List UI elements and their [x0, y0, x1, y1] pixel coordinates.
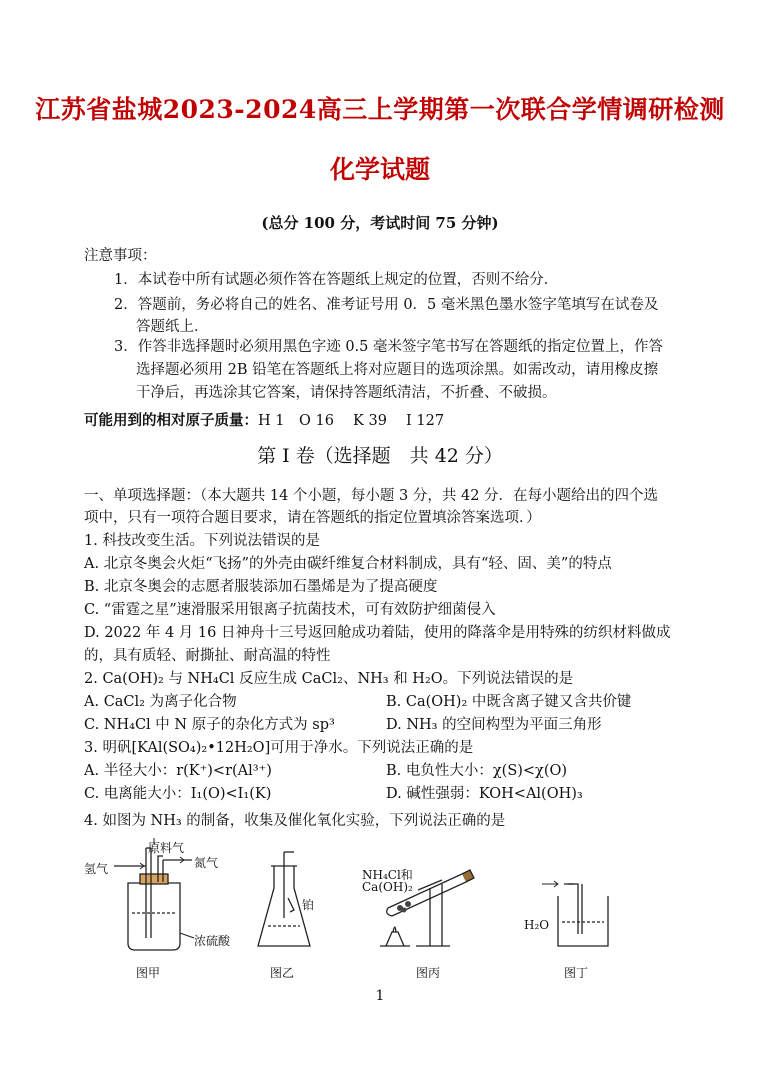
section-title: 第 I 卷（选择题 共 42 分）: [257, 445, 503, 467]
heating-apparatus-diagram: [358, 838, 498, 958]
q3-option-b: B. 电负性大小：χ(S)<χ(O): [386, 763, 568, 779]
figure-yi: [254, 838, 334, 980]
exam-meta: (总分 100 分，考试时间 75 分钟): [261, 214, 499, 232]
note-3b: 选择题必须用 2B 铅笔在答题纸上将对应题目的选项涂黑。如需改动，请用橡皮擦: [136, 362, 659, 378]
q2-option-a: A. CaCl₂ 为离子化合物: [84, 694, 237, 710]
atomic-mass-label: 可能用到的相对原子质量：: [84, 412, 258, 429]
q2-option-b: B. Ca(OH)₂ 中既含离子键又含共价键: [386, 694, 632, 710]
q2-option-d: D. NH₃ 的空间构型为平面三角形: [386, 717, 602, 733]
figure-jia-label-h2: 氢气: [84, 862, 109, 876]
figure-jia-label-feed: 原料气: [148, 841, 185, 855]
q2-stem: 2. Ca(OH)₂ 与 NH₄Cl 反应生成 CaCl₂、NH₃ 和 H₂O。下列说法错误的是: [84, 671, 574, 687]
q3-stem: 3. 明矾[KAl(SO₄)₂•12H₂O]可用于净水。下列说法正确的是: [84, 740, 474, 756]
page-number: 1: [375, 988, 385, 1004]
figure-bing: [358, 838, 498, 980]
note-2a: 2．答题前，务必将自己的姓名、准考证号用 0．5 毫米黑色墨水签字笔填写在试卷及: [114, 297, 659, 313]
exam-subtitle: 化学试题: [329, 155, 430, 184]
atomic-mass-values: H 1 O 16 K 39 I 127: [258, 413, 445, 429]
figure-bing-label-reagent2: Ca(OH)₂: [362, 880, 413, 894]
figure-yi-caption: 图乙: [270, 966, 295, 980]
q1-option-d1: D. 2022 年 4 月 16 日神舟十三号返回舱成功着陆，使用的降落伞是用特殊的纺织材料做成: [84, 625, 671, 641]
q1-option-b: B. 北京冬奥会的志愿者服装添加石墨烯是为了提高硬度: [84, 579, 438, 595]
q4-stem: 4. 如图为 NH₃ 的制备，收集及催化氧化实验，下列说法正确的是: [84, 813, 506, 829]
atomic-mass-line: [84, 412, 444, 430]
note-1: 1．本试卷中所有试题必须作答在答题纸上规定的位置，否则不给分．: [114, 272, 559, 288]
figure-ding-caption: 图丁: [564, 966, 589, 980]
figure-ding-label-water: H₂O: [524, 918, 550, 932]
q3-option-a: A. 半径大小：r(K⁺)<r(Al³⁺): [84, 763, 272, 779]
q1-option-a: A. 北京冬奥会火炬“飞扬”的外壳由碳纤维复合材料制成，具有“轻、固、美”的特点: [84, 556, 612, 572]
beaker-diagram: [524, 838, 624, 958]
q1-stem: 1. 科技改变生活。下列说法错误的是: [84, 533, 320, 549]
q2-option-c: C. NH₄Cl 中 N 原子的杂化方式为 sp³: [84, 717, 335, 733]
section-instructions-b: 项中，只有一项符合题目要求，请在答题纸的指定位置填涂答案选项．）: [84, 510, 541, 526]
q3-option-d: D. 碱性强弱：KOH<Al(OH)₃: [386, 786, 583, 802]
figure-jia-caption: 图甲: [136, 966, 161, 980]
figure-bing-caption: 图丙: [416, 966, 441, 980]
q1-option-d2: 的，具有质轻、耐撕扯、耐高温的特性: [84, 648, 331, 664]
figure-jia-label-n2: 氮气: [194, 856, 219, 870]
figure-jia-label-acid: 浓硫酸: [194, 934, 231, 948]
section-instructions-a: 一、单项选择题：（本大题共 14 个小题，每小题 3 分，共 42 分．在每小题给出的四个选: [84, 488, 659, 504]
note-3c: 干净后，再选涂其它答案，请保持答题纸清洁，不折叠、不破损。: [136, 385, 557, 401]
note-2b: 答题纸上．: [136, 319, 209, 335]
conical-flask-diagram: [254, 838, 334, 958]
exam-title: 江苏省盐城2023-2024高三上学期第一次联合学情调研检测: [35, 95, 725, 124]
figure-ding: [524, 838, 624, 980]
figure-jia: [84, 838, 234, 978]
figure-bing-label-reagent1: NH₄Cl和: [362, 868, 413, 882]
q3-option-c: C. 电离能大小：I₁(O)<I₁(K): [84, 786, 272, 802]
q1-option-c: C. “雷霆之星”速滑服采用银离子抗菌技术，可有效防护细菌侵入: [84, 602, 496, 618]
figure-yi-label-pt: 铂: [302, 898, 315, 912]
note-3a: 3．作答非选择题时必须用黑色字迹 0.5 毫米签字笔书写在答题纸的指定位置上，作答: [114, 339, 664, 355]
notes-heading: 注意事项：: [84, 248, 157, 264]
